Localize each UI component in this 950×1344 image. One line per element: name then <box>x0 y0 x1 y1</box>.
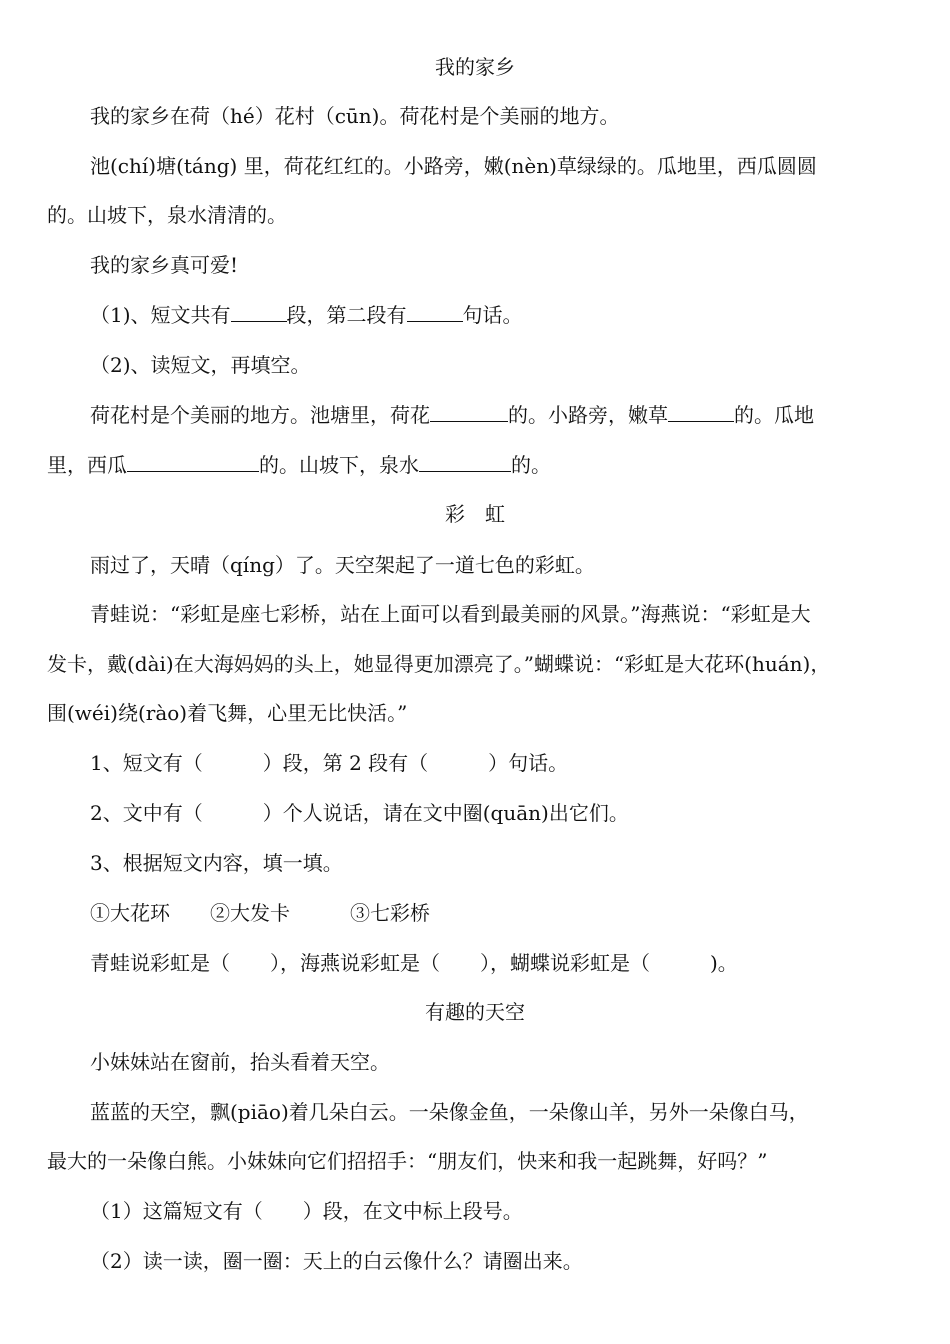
s1-paragraph-3: 我的家乡真可爱! <box>90 253 239 277</box>
s3-paragraph-2-line-1: 蓝蓝的天空，飘(piāo)着几朵白云。一朵像金鱼，一朵像山羊，另外一朵像白马， <box>90 1100 809 1124</box>
s1-fill-line-2: 里，西瓜 的。山坡下，泉水 的。 <box>47 453 551 477</box>
s3-paragraph-2-line-2: 最大的一朵像白熊。小妹妹向它们招招手：“朋友们，快来和我一起跳舞，好吗？” <box>47 1149 768 1173</box>
s3-question-2: （2）读一读，圈一圈：天上的白云像什么？请圈出来。 <box>90 1249 583 1273</box>
title-cai-hong: 彩 虹 <box>445 502 505 526</box>
answer-blank[interactable] <box>668 403 734 422</box>
s2-options: ①大花环 ②大发卡 ③七彩桥 <box>90 901 430 925</box>
s3-paragraph-1: 小妹妹站在窗前，抬头看着天空。 <box>90 1050 390 1074</box>
s2-question-2: 2、文中有（ ）个人说话，请在文中圈(quān)出它们。 <box>90 801 629 825</box>
s2-paragraph-2-line-1: 青蛙说：“彩虹是座七彩桥，站在上面可以看到最美丽的风景。”海燕说：“彩虹是大 <box>90 602 811 626</box>
s1-fill-line-1: 荷花村是个美丽的地方。池塘里，荷花 的。小路旁，嫩草 的。瓜地 <box>90 403 814 427</box>
answer-blank[interactable] <box>407 303 463 322</box>
s1-question-1: （1)、短文共有 段，第二段有 句话。 <box>90 303 523 327</box>
s1-question-2: （2)、读短文，再填空。 <box>90 353 311 377</box>
title-wo-de-jia-xiang: 我的家乡 <box>435 55 515 79</box>
title-you-qu-de-tian-kong: 有趣的天空 <box>425 1000 525 1024</box>
s1-paragraph-2-line-2: 的。山坡下，泉水清清的。 <box>47 203 287 227</box>
s2-paragraph-1: 雨过了，天晴（qíng）了。天空架起了一道七色的彩虹。 <box>90 553 595 577</box>
answer-blank[interactable] <box>231 303 287 322</box>
s2-fill-line: 青蛙说彩虹是（ ），海燕说彩虹是（ ），蝴蝶说彩虹是（ )。 <box>90 951 738 975</box>
s2-paragraph-2-line-3: 围(wéi)绕(rào)着飞舞，心里无比快活。” <box>47 701 408 725</box>
s2-question-3: 3、根据短文内容，填一填。 <box>90 851 343 875</box>
s2-paragraph-2-line-2: 发卡，戴(dài)在大海妈妈的头上，她显得更加漂亮了。”蝴蝶说：“彩虹是大花环(huán)， <box>47 652 831 676</box>
s1-paragraph-2-line-1: 池(chí)塘(táng) 里，荷花红红的。小路旁，嫩(nèn)草绿绿的。瓜地里，西瓜圆圆 <box>90 154 817 178</box>
answer-blank[interactable] <box>419 453 511 472</box>
s2-question-1: 1、短文有（ ）段，第 2 段有（ ）句话。 <box>90 751 569 775</box>
answer-blank[interactable] <box>127 453 259 472</box>
answer-blank[interactable] <box>430 403 508 422</box>
s1-paragraph-1: 我的家乡在荷（hé）花村（cūn)。荷花村是个美丽的地方。 <box>90 104 620 128</box>
s3-question-1: （1）这篇短文有（ ）段，在文中标上段号。 <box>90 1199 523 1223</box>
